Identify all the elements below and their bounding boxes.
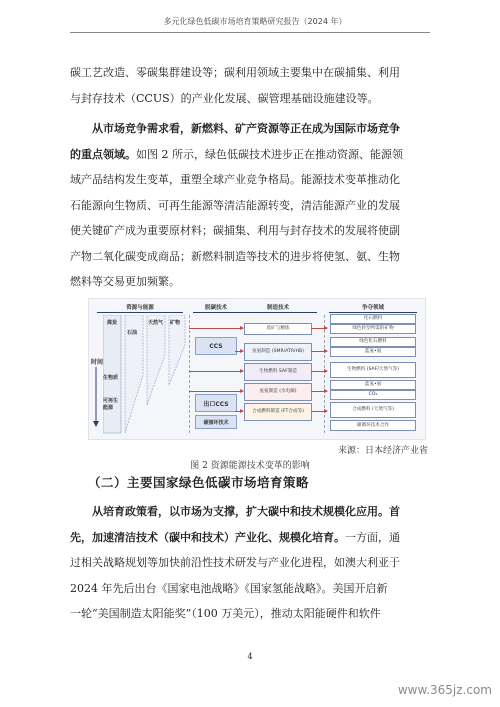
flow-arrow (189, 391, 243, 392)
column-rule (193, 312, 239, 313)
section-heading: （二）主要国家绿色低碳市场培育策略 (88, 475, 310, 490)
comp-box: 碳循环技术合作 (330, 420, 416, 431)
text-line: 一轮“美国制造太阳能奖”（100 万美元），推动太阳能硬件和软件 (70, 607, 381, 620)
comp-box: 合成燃料 (天然气等) (330, 402, 416, 418)
column-divider (324, 315, 325, 433)
text-line: 使关键矿产成为重要原材料；碳捕集、利用与封存技术的发展将使副 (70, 224, 400, 237)
mfg-box-synthetic-fuel: 合成燃料制造 (FT合成等) (244, 403, 312, 421)
ccs-box: CCS (195, 337, 237, 355)
mfg-box-hydrogen-electrolysis: 氢氨制造 (水电解) (244, 383, 312, 401)
comp-box: 绿色化石燃料 (330, 337, 416, 347)
paragraph-3 (70, 499, 430, 627)
flow-arrow (189, 371, 243, 372)
column-header-manufacturing: 制造技术 (266, 305, 289, 311)
header-rule (70, 32, 430, 33)
text-span: 如图 2 所示，绿色低碳技术进步正在推动资源、能源领 (136, 147, 403, 161)
paragraph-2 (70, 116, 430, 295)
bold-lead-end: 先，加速清洁技术（碳中和技术）产业化、规模化培育。 (70, 530, 345, 544)
resource-minerals: 矿物 (170, 320, 181, 326)
resource-energy-diagram (88, 298, 426, 440)
watermark-text: www.365jz.com (397, 683, 492, 697)
mfg-box-biofuel: 生物燃料 SAF制造 (244, 363, 312, 381)
text-line: 石能源向生物质、可再生能源等清洁能源转变，清洁能源产业的发展 (70, 198, 400, 212)
text-span: 一方面，通 (345, 530, 400, 544)
text-line: 与封存技术（CCUS）的产业化发展、碳管理基础设施建设等。 (70, 91, 379, 105)
comp-box: 蓝氢•氨 (330, 380, 416, 390)
time-arrow-icon (93, 367, 99, 427)
figure-caption: 图 2 资源能源技术变革的影响 (190, 461, 310, 471)
figure-source: 来源：日本经济产业省 (337, 446, 428, 456)
bold-lead-end: 的重点领域。 (70, 147, 136, 161)
mfg-box-refining: 选矿与精炼 (244, 323, 312, 335)
resource-biomass: 生物质 (103, 375, 119, 381)
export-ccs-box: 出口CCS (195, 394, 237, 412)
text-line: 2024 年先后出台《国家电池战略》《国家氢能战略》。美国开启新 (70, 581, 388, 595)
text-line: 燃料等交易更加频繁。 (70, 275, 180, 288)
running-header: 多元化绿色低碳市场培育策略研究报告（2024 年） (163, 17, 347, 26)
bold-lead: 从市场竞争需求看，新燃料、矿产资源等正在成为国际市场竞争 (92, 122, 400, 135)
resource-gas: 天然气 (148, 320, 164, 326)
resource-oil: 石油 (127, 330, 138, 336)
flow-arrow (311, 351, 327, 352)
text-line: 域产品结构发生变革，重塑全球产业竞争格局。能源技术变革推动化 (70, 173, 400, 186)
column-divider (189, 315, 190, 433)
column-rule (239, 312, 317, 313)
resource-coal: 煤炭 (107, 320, 118, 326)
carbon-cycle-box: 碳循环技术 (195, 415, 237, 429)
comp-box: 生物燃料 (SAF/天然气等) (330, 362, 416, 378)
column-header-resources: 资源与能源 (126, 305, 154, 311)
comp-box: CO₂ (330, 390, 416, 400)
resource-renewables: 可再生能源 (103, 398, 119, 411)
flow-arrow (311, 411, 327, 412)
paragraph-1 (70, 60, 430, 111)
text-line: 碳工艺改造、零碳集群建设等；碳利用领域主要集中在碳捕集、利用 (70, 66, 400, 79)
text-line: 产物二氧化碳变成商品；新燃料制造等技术的进步将使氢、氨、生物 (70, 249, 400, 263)
text-line: 过相关战略规划等加快前沿性技术研发与产业化进程，如澳大利亚于 (70, 556, 400, 569)
column-rule (329, 312, 417, 313)
bold-lead: 从培育政策看，以市场为支撑，扩大碳中和技术规模化应用。首 (92, 505, 400, 518)
page-number: 4 (247, 652, 253, 661)
column-header-competition: 争夺领域 (361, 305, 384, 311)
column-rule (97, 312, 183, 313)
flow-arrow (235, 351, 243, 352)
time-axis-label: 时间 (91, 359, 104, 366)
flow-arrow (235, 411, 243, 412)
flow-arrow (311, 371, 327, 372)
comp-box: 蓝氢•氨 (330, 347, 416, 357)
column-header-decarbon: 脱碳技术 (204, 305, 227, 311)
flow-arrow (189, 328, 243, 329)
flow-arrow (311, 391, 327, 392)
flow-arrow (311, 328, 327, 329)
comp-box: 绿色转型所需的矿物 (330, 324, 416, 334)
comp-box: 化石燃料 (330, 314, 416, 324)
mfg-box-hydrogen-smr: 氢氨制造 (SMR/ATR/HB) (244, 343, 312, 361)
